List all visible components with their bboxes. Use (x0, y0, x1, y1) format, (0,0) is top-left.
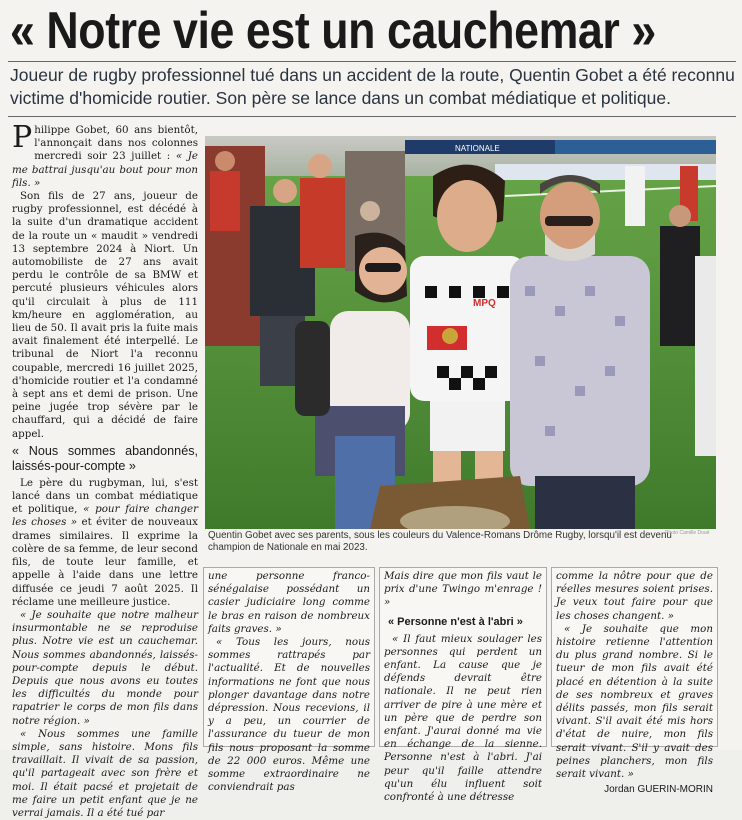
body-paragraph: Son fils de 27 ans, joueur de rugby professionnel, est décédé à la suite d'un dramatique accident de la route un « maudit » vendredi 13 septembre 2024 à Niort. Un automobiliste de 27 ans avait perdu le contrôle de sa BMW et percuté plusieurs véhicules alors qu'il circulait à plus de 111 km/heure en agglomération, au lieu de 50. Il avait pris la fuite mais avait finalement été interpellé. Le tribunal de Niort l'a reconnu coupable, mercredi 16 juillet 2025, d'homicide routier et l'a condamné à sept ans et demi de prison. Une peine jugée trop sévère par le chauffard, qui a décidé de faire appel. (12, 190, 198, 440)
author-signature: Jordan GUERIN-MORIN (604, 784, 713, 796)
photo-credit: Photo Camille Doué (665, 530, 710, 536)
article-photo (205, 136, 716, 529)
stadium-banner-text: NATIONALE (455, 144, 500, 153)
quote-paragraph: Mais dire que mon fils vaut le prix d'une Twingo m'enrage ! » (384, 570, 542, 609)
article-column-3 (384, 570, 542, 804)
subheading: « Personne n'est à l'abri » (388, 615, 523, 628)
quote-paragraph: comme la nôtre pour que de réelles mesures soient prises. Je veux tout faire pour que les choses changent. » (556, 570, 713, 622)
quote-paragraph: une personne franco-sénégalaise possédant un casier judiciaire long comme le bras en raison de nombreux faits graves. » (208, 570, 370, 635)
intro-quote: « Je me battrai jusqu'au bout pour mon fils. » (12, 150, 199, 189)
quote-paragraph: « Je souhaite que notre malheur insurmontable ne se reproduise plus. Notre vie est un cauchemar. Nous sommes abandonnés, laissés-pour-compte depuis le début. Depuis que nous avons eu toutes les difficultés du monde pour rapatrier le corps de mon fils dans notre région. » (12, 608, 198, 727)
article-column-4 (556, 570, 713, 796)
quote-paragraph: « Nous sommes une famille simple, sans histoire. Mons fils travaillait. Il vivait de sa passion, qu'il partageait avec son frère et moi. Il était pacsé et projetait de me faire un petit enfant que je ne verrai jamais. Il a été tué par (12, 727, 198, 819)
quote-paragraph: « Je souhaite que mon histoire retienne l'attention du plus grand nombre. Si le tueur de mon fils avait été placé en détention à la suite de ses nombreux et graves délits passés, mon fils serait vivant. S'il avait été mis hors d'état de nuire, mon fils serait vivant. S'il y avait des peines planchers, mon fils serait vivant. » (556, 622, 713, 781)
quote-paragraph: « Il faut mieux soulager les personnes qui perdent un enfant. La cause que je défends devrait être nationale. Il ne peut rien arriver de pire à une mère et un père que de perdre son enfant. J'aurai donné ma vie en échange de la sienne. Personne n'est à l'abri. J'ai peur qu'il faille attendre qu'un élu influent soit confronté à une détresse (384, 632, 542, 804)
jersey-sponsor-text: MPQ (473, 298, 496, 309)
standfirst-rule (8, 116, 736, 117)
intro-paragraph (12, 120, 199, 190)
photo-caption: Quentin Gobet avec ses parents, sous les couleurs du Valence-Romans Drôme Rugby, lorsqu'il est devenu champion de Nationale en mai 2023. (208, 530, 672, 554)
body-paragraph (12, 477, 198, 609)
headline-rule (8, 61, 736, 62)
subheading: « Nous sommes abandonnés, laissés-pour-compte » (12, 443, 198, 473)
paragraph-text: et éviter de nouveaux drames similaires. Il exprime la colère de sa femme, de leur second fils, de toute leur famille, et appelle à l'aide dans une lettre diffusée ce jeudi 7 août 2025. Il réclame une meilleure justice. (12, 516, 198, 608)
paragraph-quote: « pour faire changer les choses » (12, 503, 198, 529)
photo-illustration (205, 136, 716, 529)
column-4-box (551, 567, 718, 796)
intro-text: hilippe Gobet, 60 ans bientôt, l'annonçait dans nos colonnes mercredi soir 23 juillet : (34, 124, 198, 163)
standfirst: Joueur de rugby professionnel tué dans un accident de la route, Quentin Gobet a été reconnu victime d'homicide routier. Son père se lance dans un combat médiatique et politique. (10, 65, 735, 108)
column-3-box (379, 567, 547, 804)
quote-paragraph: « Tous les jours, nous sommes rattrapés par l'actualité. Et de nouvelles informations ne font que nous plonger davantage dans notre dépression. Nous recevions, il y a peu, un courrier de l'assurance du tueur de mon fils nous proposant la somme de 22 000 euros. Même une somme extraordinaire ne conviendrait pas (208, 636, 370, 794)
column-2-box (203, 567, 375, 794)
article-column-2 (208, 570, 370, 794)
headline: « Notre vie est un cauchemar » (10, 2, 656, 60)
dropcap: P (12, 120, 33, 155)
article-column-1 (12, 120, 199, 820)
paragraph-text: Le père du rugbyman, lui, s'est lancé dans un combat médiatique et politique, (12, 476, 198, 516)
